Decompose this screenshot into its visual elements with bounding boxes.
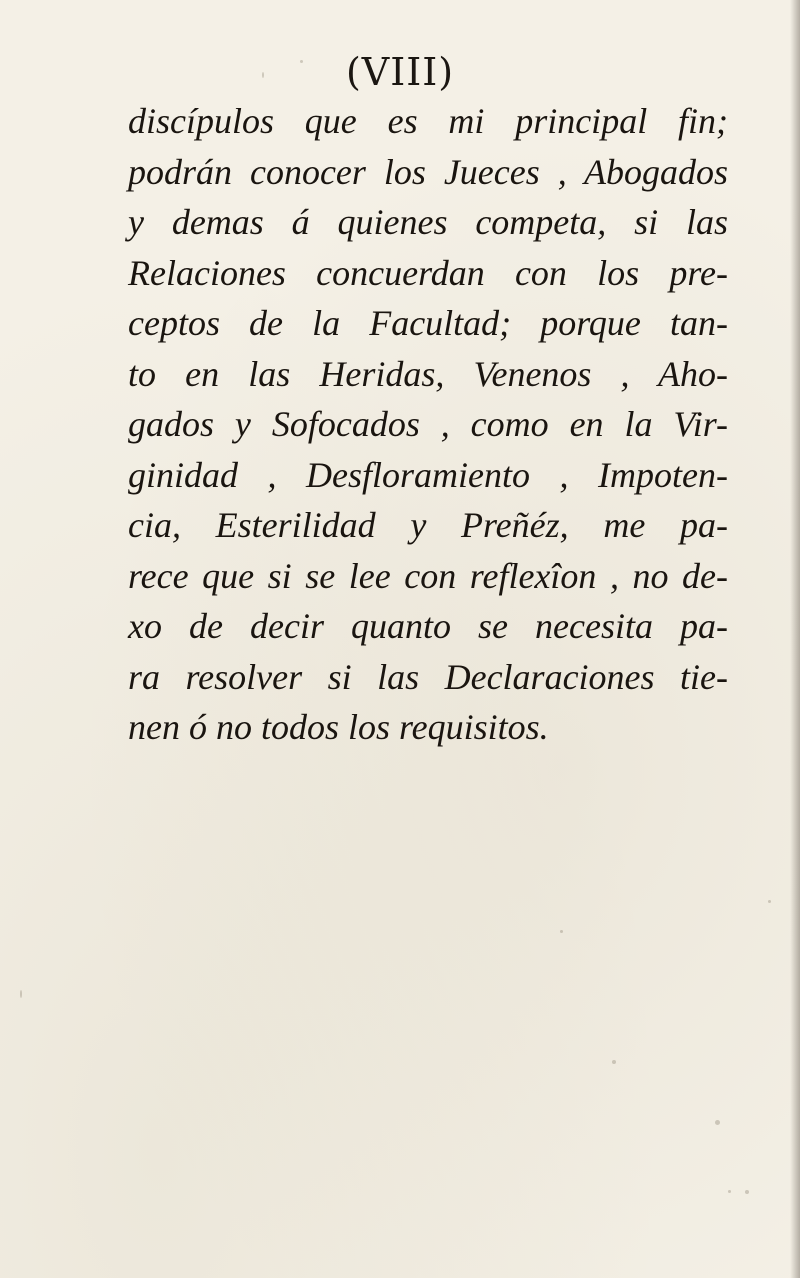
page-edge-shadow — [790, 0, 800, 1278]
text-line: y demas á quienes competa, si las — [128, 202, 728, 242]
text-line: cia, Esterilidad y Preñéz, me pa- — [128, 505, 728, 545]
page-number: (VIII) — [345, 50, 455, 94]
text-line: ra resolver si las Declaraciones tie- — [128, 656, 728, 697]
text-line: ginidad , Desfloramiento , Impoten- — [128, 454, 728, 495]
text-line: nen ó no todos los requisitos. — [128, 707, 549, 747]
text-line: to en las Heridas, Venenos , Aho- — [128, 353, 728, 394]
text-line: rece que si se lee con reflexîon , no de- — [128, 555, 728, 596]
text-line: gados y Sofocados , como en la Vir- — [128, 404, 728, 444]
body-text — [128, 96, 728, 753]
text-line: discípulos que es mi principal fin; — [128, 101, 728, 141]
text-line: xo de decir quanto se necesita pa- — [128, 606, 728, 646]
text-line: Relaciones concuerdan con los pre- — [128, 252, 728, 293]
text-line: podrán conocer los Jueces , Abogados — [128, 151, 728, 192]
text-line: ceptos de la Facultad; porque tan- — [128, 303, 728, 343]
